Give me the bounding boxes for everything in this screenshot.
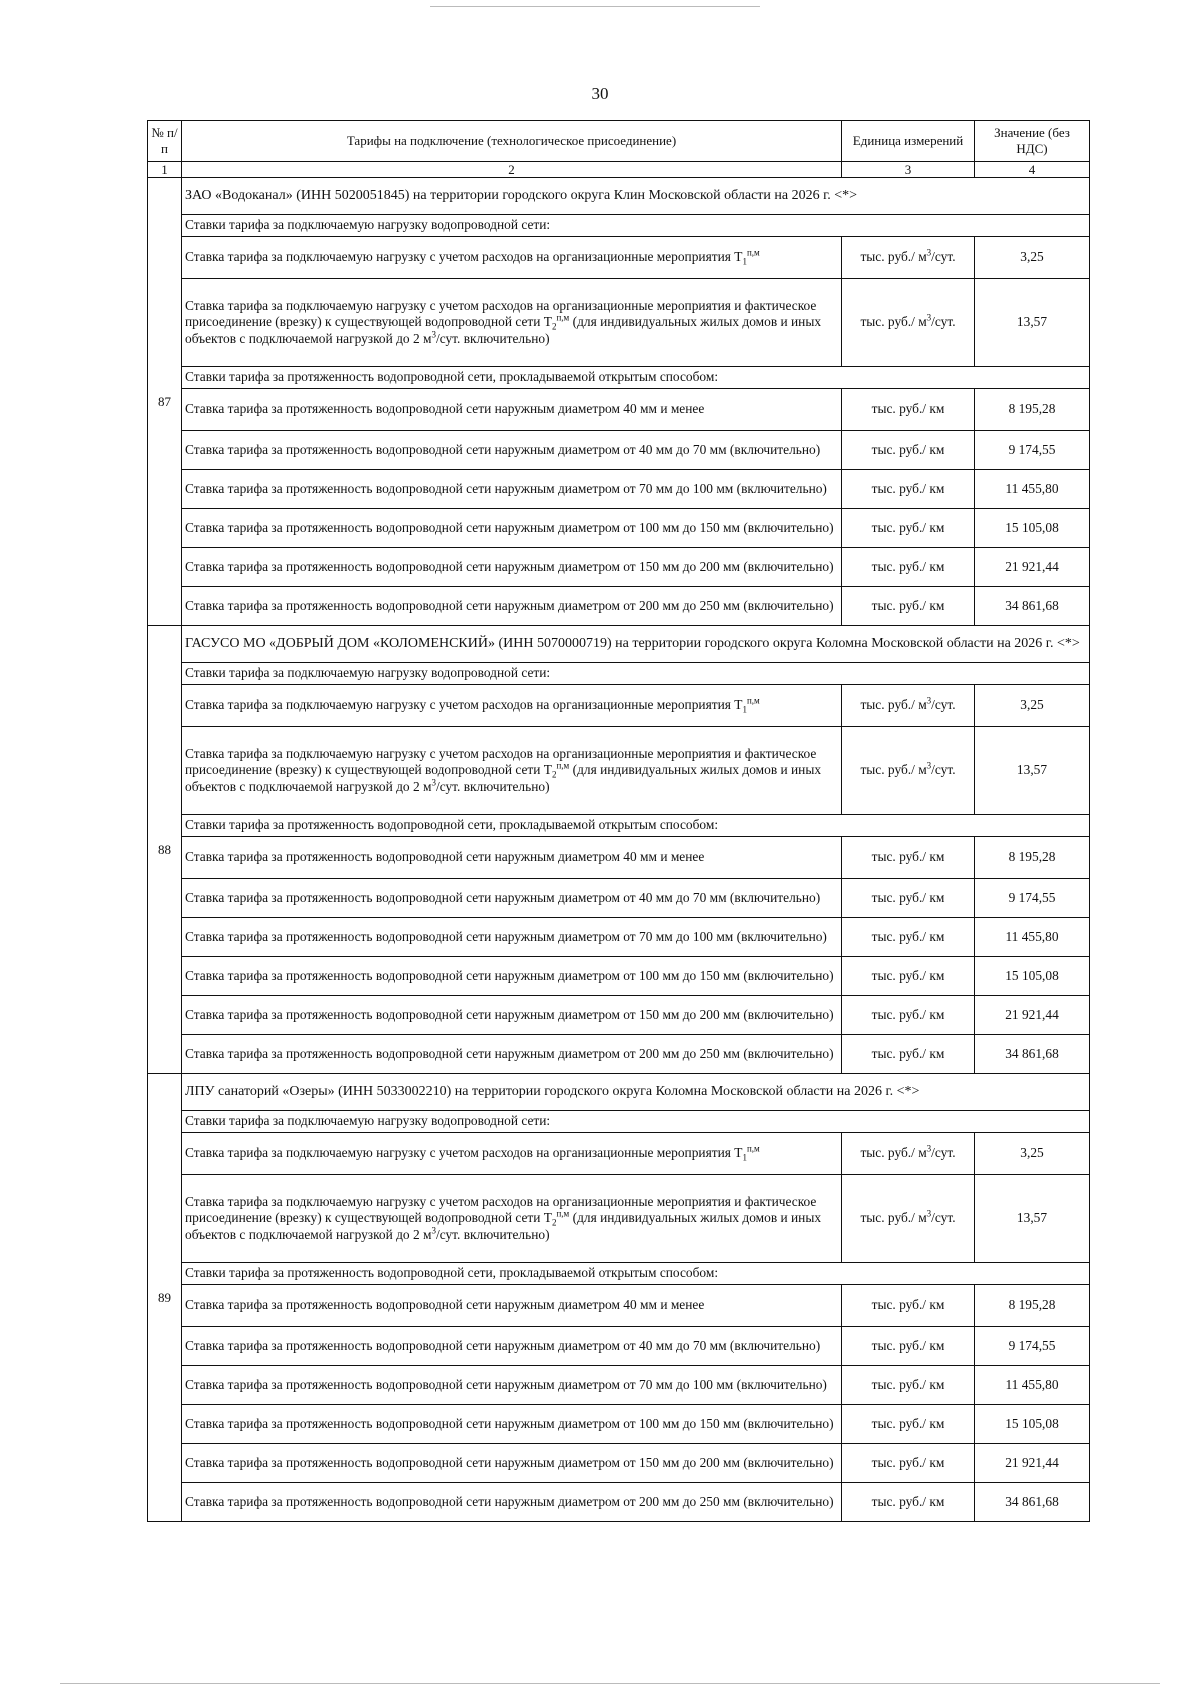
unit-suffix: /сут.: [931, 762, 956, 778]
length-tariff-unit: тыс. руб./ км: [842, 1405, 975, 1444]
length-tariff-row: [148, 1444, 1090, 1483]
tariff-t1-value: 3,25: [975, 237, 1090, 279]
length-tariff-unit: тыс. руб./ км: [842, 837, 975, 879]
tariff-t2-subscript: 2: [551, 322, 557, 332]
length-tariff-value: 9 174,55: [975, 879, 1090, 918]
length-tariff-label: Ставка тарифа за протяженность водопроводной сети наружным диаметром от 100 мм до 150 мм (включительно): [182, 957, 842, 996]
tariff-t2-note-superscript: 3: [431, 777, 436, 788]
tariff-t1-subscript: 1: [742, 1153, 747, 1163]
header-value: Значение (без НДС): [975, 121, 1090, 162]
length-tariff-value: 11 455,80: [975, 470, 1090, 509]
unit-text: тыс. руб./ м: [860, 1210, 927, 1226]
tariff-t1-superscript: п,м: [746, 695, 760, 706]
length-tariff-unit: тыс. руб./ км: [842, 1285, 975, 1327]
unit-superscript: 3: [926, 1143, 932, 1154]
length-tariff-value: 11 455,80: [975, 918, 1090, 957]
length-tariff-row: [148, 587, 1090, 626]
unit-superscript: 3: [926, 760, 932, 771]
table-header-row: [148, 121, 1090, 162]
length-tariff-value: 9 174,55: [975, 1327, 1090, 1366]
length-section-label: Ставки тарифа за протяженность водопроводной сети, прокладываемой открытым способом:: [182, 367, 1090, 389]
unit-text: тыс. руб./ м: [860, 249, 927, 265]
length-tariff-row: [148, 509, 1090, 548]
length-tariff-unit: тыс. руб./ км: [842, 1366, 975, 1405]
length-tariff-value: 34 861,68: [975, 1035, 1090, 1074]
unit-text: тыс. руб./ м: [860, 1145, 927, 1161]
length-tariff-label: Ставка тарифа за протяженность водопроводной сети наружным диаметром 40 мм и менее: [182, 389, 842, 431]
length-section-row: [148, 1263, 1090, 1285]
unit-superscript: 3: [926, 695, 932, 706]
length-tariff-unit: тыс. руб./ км: [842, 1483, 975, 1522]
unit-suffix: /сут.: [931, 697, 956, 713]
tariff-t1-symbol: T: [734, 1145, 743, 1161]
load-section-row: [148, 215, 1090, 237]
page-number: 30: [591, 84, 609, 103]
tariff-t2-row: [148, 279, 1090, 367]
length-tariff-label: Ставка тарифа за протяженность водопроводной сети наружным диаметром от 40 мм до 70 мм (включительно): [182, 879, 842, 918]
length-tariff-row: [148, 470, 1090, 509]
header-unit: Единица измерений: [842, 121, 975, 162]
tariff-t1-superscript: п,м: [746, 1143, 760, 1154]
tariff-t1-subscript: 1: [742, 257, 747, 267]
tariff-t2-text: Ставка тарифа за подключаемую нагрузку с учетом расходов на организационные мероприятия и фактическое присоединение (врезку) к существующей водопроводной сети: [185, 745, 817, 778]
load-section-label: Ставки тарифа за подключаемую нагрузку водопроводной сети:: [182, 1111, 1090, 1133]
length-tariff-row: [148, 389, 1090, 431]
length-section-label: Ставки тарифа за протяженность водопроводной сети, прокладываемой открытым способом:: [182, 1263, 1090, 1285]
tariff-t2-superscript: п,м: [556, 1208, 570, 1219]
length-tariff-value: 21 921,44: [975, 996, 1090, 1035]
tariff-t2-note-end: /сут. включительно): [436, 1226, 550, 1242]
tariff-t2-symbol: T: [543, 1210, 552, 1226]
length-tariff-unit: тыс. руб./ км: [842, 470, 975, 509]
tariff-t2-cell: [182, 279, 842, 367]
length-tariff-row: [148, 1285, 1090, 1327]
length-tariff-label: Ставка тарифа за протяженность водопроводной сети наружным диаметром от 40 мм до 70 мм (включительно): [182, 431, 842, 470]
tariff-table-body: [148, 121, 1090, 1522]
length-tariff-unit: тыс. руб./ км: [842, 548, 975, 587]
tariff-t1-value: 3,25: [975, 1133, 1090, 1175]
length-tariff-label: Ставка тарифа за протяженность водопроводной сети наружным диаметром от 100 мм до 150 мм (включительно): [182, 509, 842, 548]
length-tariff-row: [148, 918, 1090, 957]
column-index-3: 3: [842, 162, 975, 178]
length-tariff-row: [148, 1366, 1090, 1405]
length-tariff-unit: тыс. руб./ км: [842, 509, 975, 548]
tariff-t1-text: Ставка тарифа за подключаемую нагрузку с учетом расходов на организационные мероприятия: [185, 249, 731, 265]
length-tariff-unit: тыс. руб./ км: [842, 1035, 975, 1074]
length-tariff-unit: тыс. руб./ км: [842, 587, 975, 626]
tariff-t2-note: (для индивидуальных жилых домов и иных объектов с подключаемой нагрузкой до 2 м: [185, 1210, 822, 1242]
org-title-row: [148, 626, 1090, 663]
org-title-row: [148, 1074, 1090, 1111]
tariff-t2-unit: [842, 1175, 975, 1263]
bottom-edge-line: [60, 1683, 1160, 1684]
column-index-4: 4: [975, 162, 1090, 178]
org-title: ЛПУ санаторий «Озеры» (ИНН 5033002210) на территории городского округа Коломна Московской области на 2026 г. <*>: [182, 1074, 1090, 1111]
load-section-label: Ставки тарифа за подключаемую нагрузку водопроводной сети:: [182, 215, 1090, 237]
length-tariff-row: [148, 957, 1090, 996]
tariff-t2-subscript: 2: [551, 1218, 557, 1228]
length-tariff-label: Ставка тарифа за протяженность водопроводной сети наружным диаметром от 150 мм до 200 мм (включительно): [182, 548, 842, 587]
unit-text: тыс. руб./ м: [860, 762, 927, 778]
length-tariff-value: 34 861,68: [975, 1483, 1090, 1522]
tariff-t1-unit: [842, 685, 975, 727]
tariff-t2-unit: [842, 279, 975, 367]
tariff-t2-value: 13,57: [975, 1175, 1090, 1263]
length-tariff-label: Ставка тарифа за протяженность водопроводной сети наружным диаметром 40 мм и менее: [182, 1285, 842, 1327]
tariff-t2-superscript: п,м: [556, 312, 570, 323]
tariff-t1-row: [148, 1133, 1090, 1175]
length-tariff-row: [148, 996, 1090, 1035]
length-tariff-label: Ставка тарифа за протяженность водопроводной сети наружным диаметром от 200 мм до 250 мм (включительно): [182, 587, 842, 626]
length-tariff-unit: тыс. руб./ км: [842, 389, 975, 431]
tariff-t2-subscript: 2: [551, 770, 557, 780]
tariff-t2-unit: [842, 727, 975, 815]
tariff-t2-text: Ставка тарифа за подключаемую нагрузку с учетом расходов на организационные мероприятия и фактическое присоединение (врезку) к существующей водопроводной сети: [185, 297, 817, 330]
length-tariff-label: Ставка тарифа за протяженность водопроводной сети наружным диаметром от 150 мм до 200 мм (включительно): [182, 996, 842, 1035]
tariff-t1-subscript: 1: [742, 705, 747, 715]
org-title-row: [148, 178, 1090, 215]
length-tariff-row: [148, 431, 1090, 470]
length-tariff-value: 15 105,08: [975, 509, 1090, 548]
tariff-t2-note-superscript: 3: [431, 329, 436, 340]
length-tariff-value: 11 455,80: [975, 1366, 1090, 1405]
length-tariff-unit: тыс. руб./ км: [842, 918, 975, 957]
tariff-t2-note-superscript: 3: [431, 1225, 436, 1236]
length-tariff-value: 15 105,08: [975, 957, 1090, 996]
length-tariff-value: 21 921,44: [975, 548, 1090, 587]
length-tariff-label: Ставка тарифа за протяженность водопроводной сети наружным диаметром от 200 мм до 250 мм (включительно): [182, 1035, 842, 1074]
length-tariff-unit: тыс. руб./ км: [842, 1327, 975, 1366]
column-index-1: 1: [148, 162, 182, 178]
org-number: 89: [148, 1074, 182, 1522]
length-tariff-label: Ставка тарифа за протяженность водопроводной сети наружным диаметром от 100 мм до 150 мм (включительно): [182, 1405, 842, 1444]
tariff-t1-unit: [842, 237, 975, 279]
length-tariff-row: [148, 1405, 1090, 1444]
unit-text: тыс. руб./ м: [860, 314, 927, 330]
length-tariff-unit: тыс. руб./ км: [842, 879, 975, 918]
length-tariff-row: [148, 1035, 1090, 1074]
tariff-t2-cell: [182, 1175, 842, 1263]
tariff-t1-row: [148, 237, 1090, 279]
length-tariff-label: Ставка тарифа за протяженность водопроводной сети наружным диаметром от 70 мм до 100 мм (включительно): [182, 470, 842, 509]
length-tariff-label: Ставка тарифа за протяженность водопроводной сети наружным диаметром от 200 мм до 250 мм (включительно): [182, 1483, 842, 1522]
tariff-t2-note-end: /сут. включительно): [436, 778, 550, 794]
length-tariff-unit: тыс. руб./ км: [842, 431, 975, 470]
header-num: № п/п: [148, 121, 182, 162]
length-tariff-label: Ставка тарифа за протяженность водопроводной сети наружным диаметром от 70 мм до 100 мм (включительно): [182, 1366, 842, 1405]
length-tariff-row: [148, 1483, 1090, 1522]
length-tariff-label: Ставка тарифа за протяженность водопроводной сети наружным диаметром от 40 мм до 70 мм (включительно): [182, 1327, 842, 1366]
length-tariff-value: 8 195,28: [975, 837, 1090, 879]
length-section-row: [148, 815, 1090, 837]
length-tariff-unit: тыс. руб./ км: [842, 996, 975, 1035]
tariff-t2-row: [148, 727, 1090, 815]
tariff-t1-symbol: T: [734, 249, 743, 265]
unit-superscript: 3: [926, 1208, 932, 1219]
tariff-t2-superscript: п,м: [556, 760, 570, 771]
tariff-t2-symbol: T: [543, 762, 552, 778]
length-tariff-value: 34 861,68: [975, 587, 1090, 626]
tariff-t2-note: (для индивидуальных жилых домов и иных объектов с подключаемой нагрузкой до 2 м: [185, 762, 822, 794]
tariff-t2-text: Ставка тарифа за подключаемую нагрузку с учетом расходов на организационные мероприятия и фактическое присоединение (врезку) к существующей водопроводной сети: [185, 1193, 817, 1226]
unit-superscript: 3: [926, 312, 932, 323]
tariff-table: [147, 120, 1090, 1522]
unit-suffix: /сут.: [931, 1210, 956, 1226]
length-tariff-value: 8 195,28: [975, 389, 1090, 431]
org-title: ЗАО «Водоканал» (ИНН 5020051845) на территории городского округа Клин Московской области на 2026 г. <*>: [182, 178, 1090, 215]
org-number: 87: [148, 178, 182, 626]
tariff-t1-cell: [182, 685, 842, 727]
tariff-t2-note: (для индивидуальных жилых домов и иных объектов с подключаемой нагрузкой до 2 м: [185, 314, 822, 346]
unit-suffix: /сут.: [931, 249, 956, 265]
tariff-t1-value: 3,25: [975, 685, 1090, 727]
load-section-row: [148, 1111, 1090, 1133]
length-tariff-row: [148, 837, 1090, 879]
tariff-t1-cell: [182, 237, 842, 279]
length-tariff-row: [148, 879, 1090, 918]
length-section-label: Ставки тарифа за протяженность водопроводной сети, прокладываемой открытым способом:: [182, 815, 1090, 837]
unit-suffix: /сут.: [931, 1145, 956, 1161]
tariff-t1-text: Ставка тарифа за подключаемую нагрузку с учетом расходов на организационные мероприятия: [185, 697, 731, 713]
tariff-t2-note-end: /сут. включительно): [436, 330, 550, 346]
length-tariff-row: [148, 1327, 1090, 1366]
top-edge-line: [430, 6, 760, 7]
header-name: Тарифы на подключение (технологическое присоединение): [182, 121, 842, 162]
load-section-row: [148, 663, 1090, 685]
org-number: 88: [148, 626, 182, 1074]
length-tariff-unit: тыс. руб./ км: [842, 1444, 975, 1483]
length-section-row: [148, 367, 1090, 389]
length-tariff-label: Ставка тарифа за протяженность водопроводной сети наружным диаметром 40 мм и менее: [182, 837, 842, 879]
column-index-2: 2: [182, 162, 842, 178]
tariff-t2-row: [148, 1175, 1090, 1263]
tariff-t2-symbol: T: [543, 314, 552, 330]
tariff-t2-value: 13,57: [975, 727, 1090, 815]
length-tariff-label: Ставка тарифа за протяженность водопроводной сети наружным диаметром от 70 мм до 100 мм (включительно): [182, 918, 842, 957]
org-title: ГАСУСО МО «ДОБРЫЙ ДОМ «КОЛОМЕНСКИЙ» (ИНН 5070000719) на территории городского округа Коломна Московской области на 2026 г. <*>: [182, 626, 1090, 663]
length-tariff-unit: тыс. руб./ км: [842, 957, 975, 996]
length-tariff-value: 9 174,55: [975, 431, 1090, 470]
unit-superscript: 3: [926, 247, 932, 258]
load-section-label: Ставки тарифа за подключаемую нагрузку водопроводной сети:: [182, 663, 1090, 685]
unit-text: тыс. руб./ м: [860, 697, 927, 713]
length-tariff-value: 21 921,44: [975, 1444, 1090, 1483]
length-tariff-label: Ставка тарифа за протяженность водопроводной сети наружным диаметром от 150 мм до 200 мм (включительно): [182, 1444, 842, 1483]
tariff-t1-unit: [842, 1133, 975, 1175]
tariff-t1-superscript: п,м: [746, 247, 760, 258]
tariff-t2-value: 13,57: [975, 279, 1090, 367]
tariff-t1-text: Ставка тарифа за подключаемую нагрузку с учетом расходов на организационные мероприятия: [185, 1145, 731, 1161]
tariff-t2-cell: [182, 727, 842, 815]
tariff-t1-cell: [182, 1133, 842, 1175]
tariff-t1-row: [148, 685, 1090, 727]
length-tariff-row: [148, 548, 1090, 587]
unit-suffix: /сут.: [931, 314, 956, 330]
column-index-row: [148, 162, 1090, 178]
length-tariff-value: 15 105,08: [975, 1405, 1090, 1444]
length-tariff-value: 8 195,28: [975, 1285, 1090, 1327]
tariff-t1-symbol: T: [734, 697, 743, 713]
